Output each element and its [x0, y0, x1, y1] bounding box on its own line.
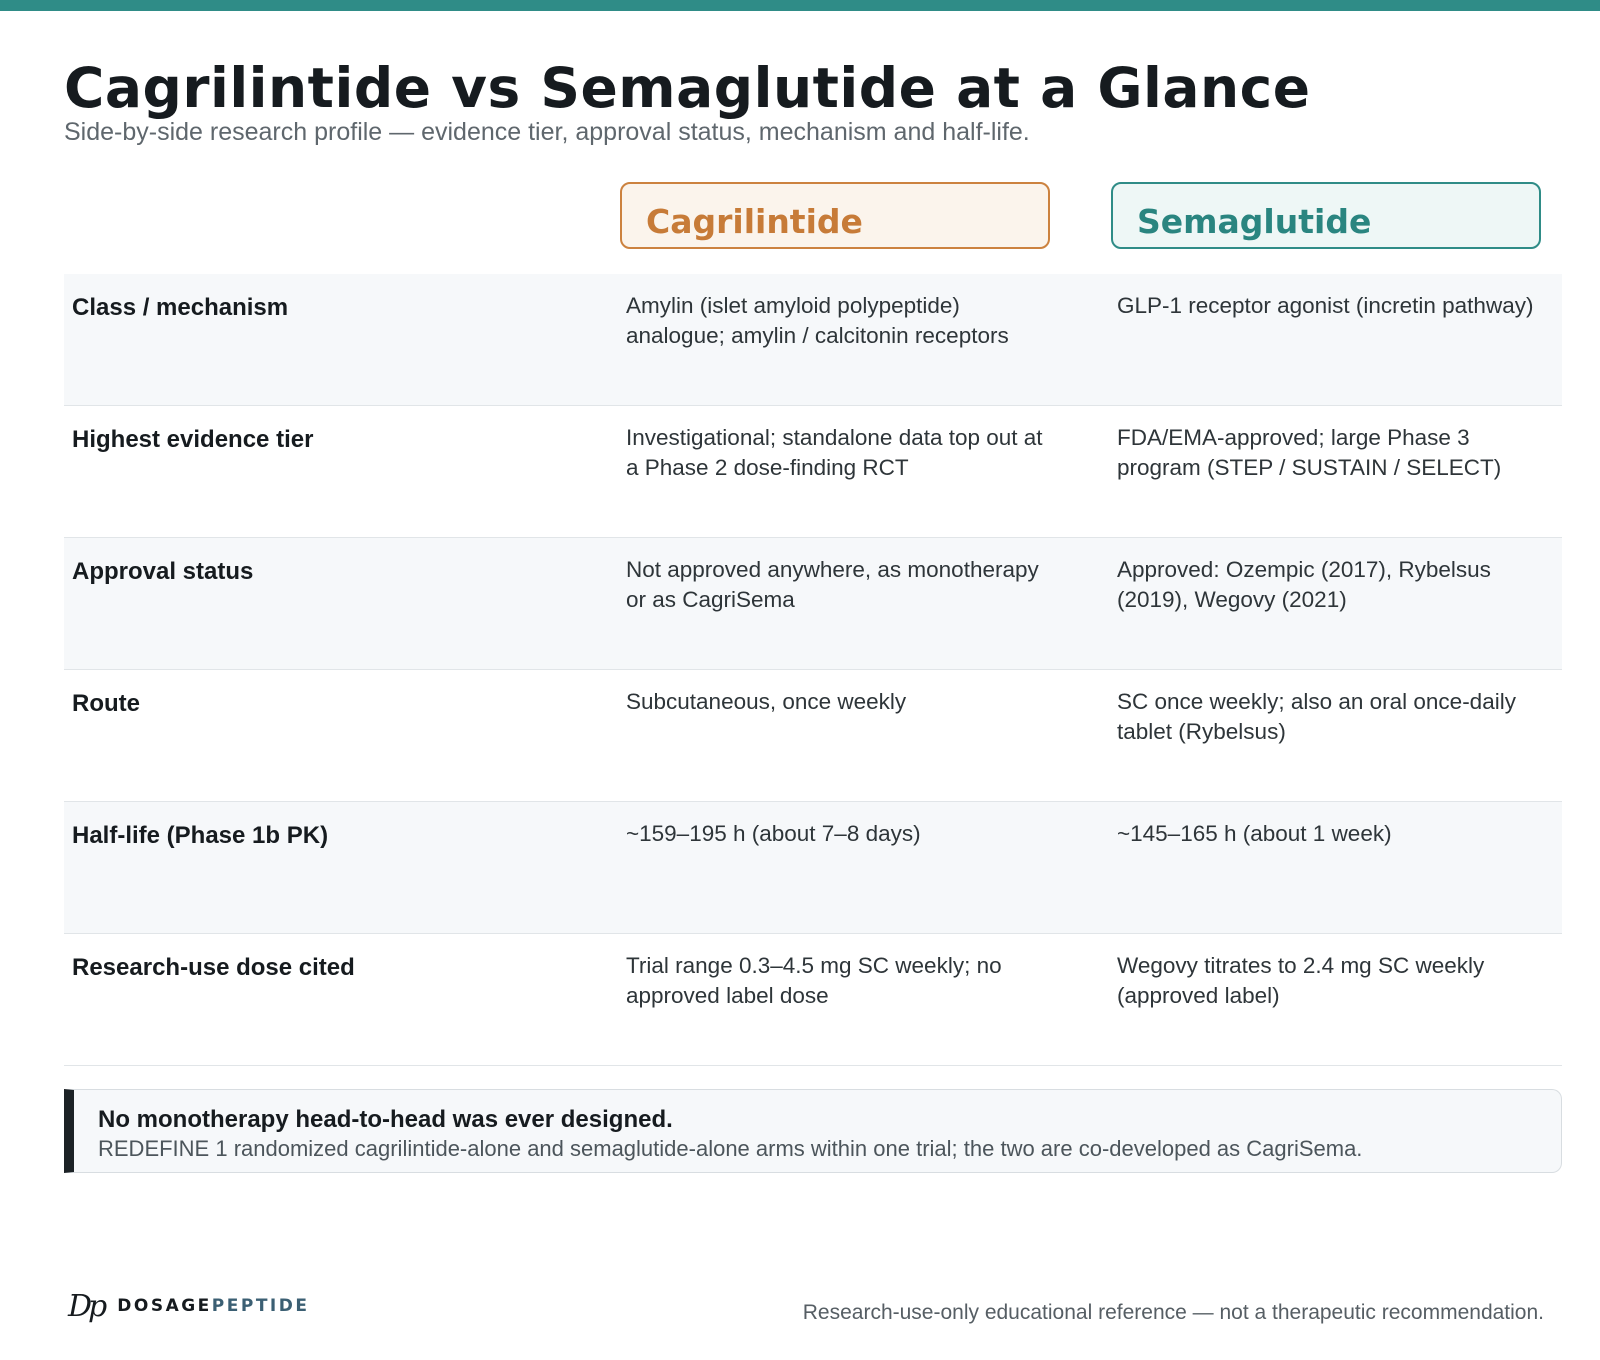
brand-logo [68, 1288, 309, 1324]
table-row [64, 538, 1562, 670]
row-label: Research-use dose cited [72, 954, 355, 981]
semaglutide-cell: ~145–165 h (about 1 week) [1117, 821, 1392, 846]
cagrilintide-cell: Trial range 0.3–4.5 mg SC weekly; no approved label dose [626, 953, 1002, 1008]
callout-body: REDEFINE 1 randomized cagrilintide-alone and semaglutide-alone arms within one trial; the two are co-developed as CagriSema. [98, 1136, 1363, 1161]
table-row [64, 406, 1562, 538]
cagrilintide-cell: Subcutaneous, once weekly [626, 689, 907, 714]
column-header-cagrilintide: Cagrilintide [620, 182, 1050, 249]
logo-mark: Dp [68, 1288, 104, 1324]
footer-disclaimer: Research-use-only educational reference — not a therapeutic recommendation. [802, 1301, 1544, 1324]
row-label: Half-life (Phase 1b PK) [72, 822, 329, 849]
cagrilintide-cell: Amylin (islet amyloid polypeptide) analogue; amylin / calcitonin receptors [626, 293, 1009, 348]
row-label: Approval status [72, 558, 254, 585]
comparison-table [64, 274, 1562, 1066]
callout-headline: No monotherapy head-to-head was ever designed. [98, 1106, 673, 1133]
row-label: Highest evidence tier [72, 426, 314, 453]
column-header-semaglutide: Semaglutide [1111, 182, 1541, 249]
callout-box [64, 1089, 1562, 1173]
cagrilintide-cell: Investigational; standalone data top out at a Phase 2 dose-finding RCT [626, 425, 1043, 480]
row-label: Class / mechanism [72, 294, 289, 321]
table-row [64, 274, 1562, 406]
top-accent-bar [0, 0, 1600, 11]
semaglutide-cell: Approved: Ozempic (2017), Rybelsus (2019), Wegovy (2021) [1117, 557, 1491, 612]
semaglutide-cell: GLP-1 receptor agonist (incretin pathway) [1117, 293, 1534, 318]
table-row [64, 934, 1562, 1066]
table-row [64, 670, 1562, 802]
cagrilintide-cell: ~159–195 h (about 7–8 days) [626, 821, 921, 846]
semaglutide-cell: Wegovy titrates to 2.4 mg SC weekly (approved label) [1117, 953, 1485, 1008]
page-title: Cagrilintide vs Semaglutide at a Glance [64, 56, 1311, 120]
semaglutide-cell: FDA/EMA-approved; large Phase 3 program (STEP / SUSTAIN / SELECT) [1117, 425, 1502, 480]
semaglutide-cell: SC once weekly; also an oral once-daily tablet (Rybelsus) [1117, 689, 1516, 744]
cagrilintide-cell: Not approved anywhere, as monotherapy or as CagriSema [626, 557, 1039, 612]
page-subtitle: Side-by-side research profile — evidence tier, approval status, mechanism and half-life. [64, 118, 1030, 146]
logo-word-dosage: DOSAGE [117, 1296, 212, 1316]
row-label: Route [72, 690, 140, 717]
table-row [64, 802, 1562, 934]
logo-word-peptide: PEPTIDE [211, 1296, 310, 1316]
